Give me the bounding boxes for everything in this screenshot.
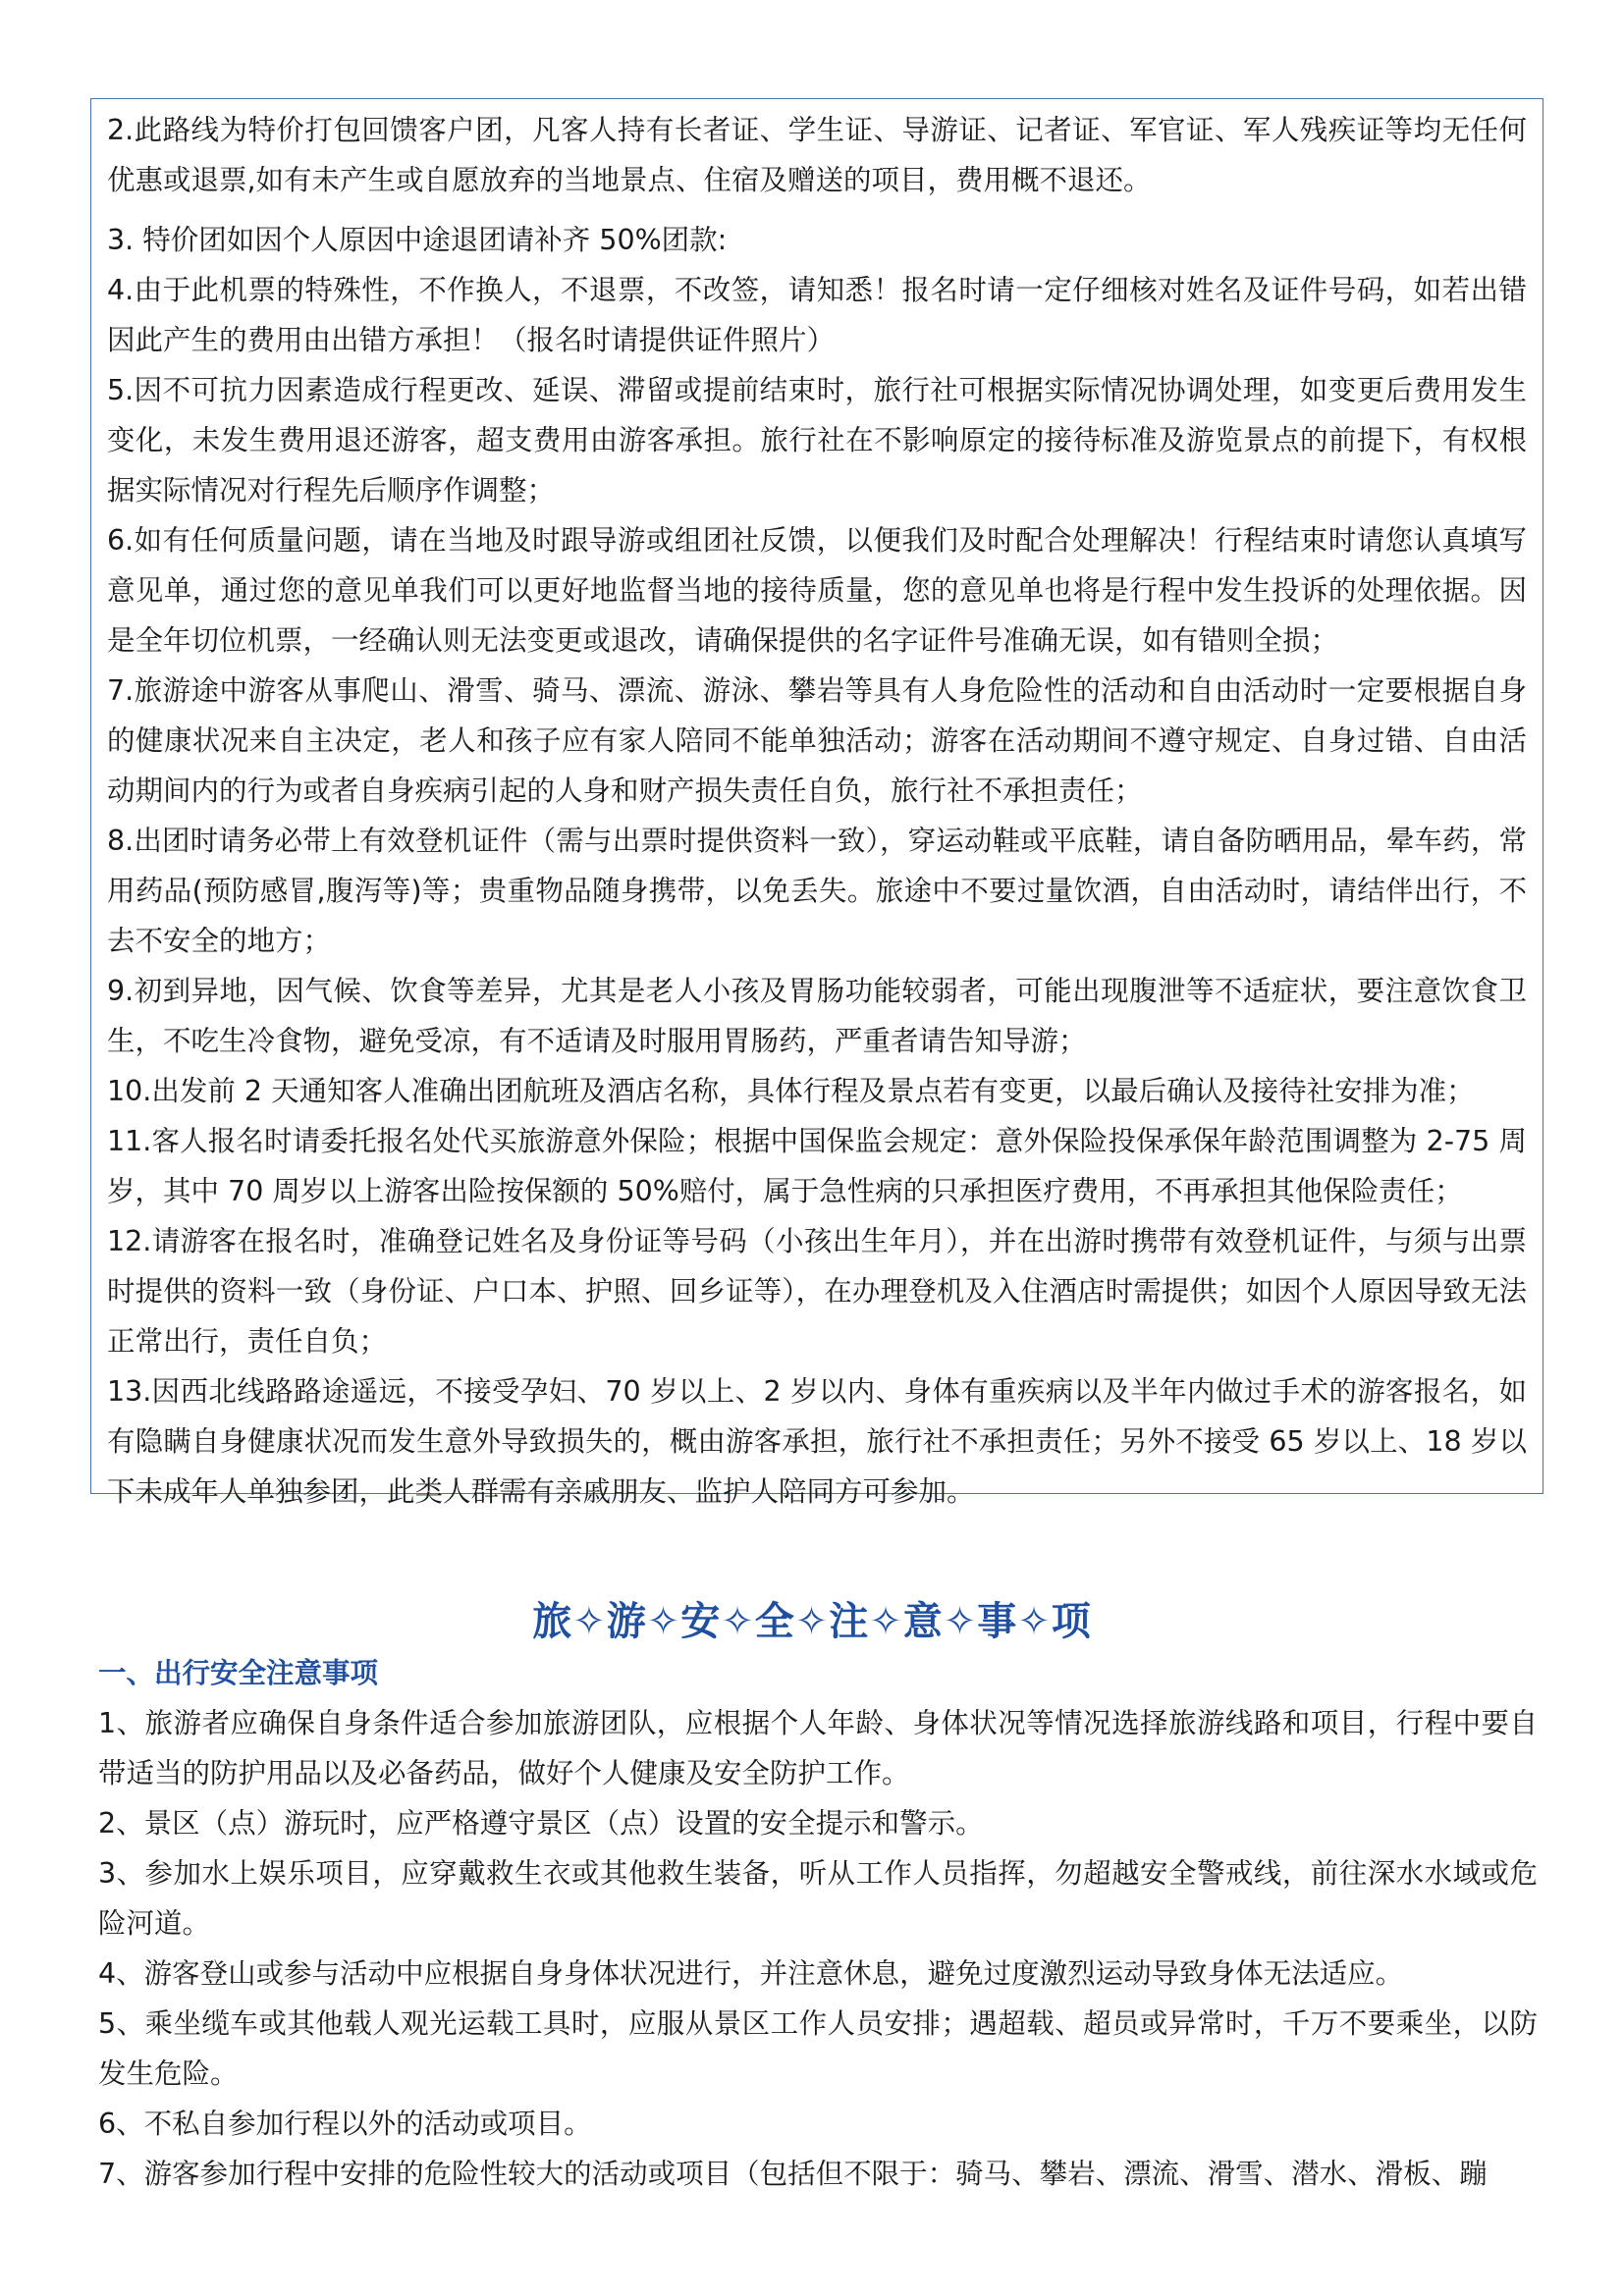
note-item-2: 2.此路线为特价打包回馈客户团，凡客人持有长者证、学生证、导游证、记者证、军官证、军人残疾证等均无任何优惠或退票,如有未产生或自愿放弃的当地景点、住宿及赠送的项目，费用概不退还。: [107, 114, 1527, 196]
note-item-8: 8.出团时请务必带上有效登机证件（需与出票时提供资料一致），穿运动鞋或平底鞋，请自备防晒用品，晕车药，常用药品(预防感冒,腹泻等)等；贵重物品随身携带，以免丢失。旅途中不要过量饮酒，自由活动时，请结伴出行，不去不安全的地方；: [107, 825, 1527, 957]
safety-item-5: 5、乘坐缆车或其他载人观光运载工具时，应服从景区工作人员安排；遇超载、超员或异常时，千万不要乘坐，以防发生危险。: [98, 2007, 1538, 2090]
safety-item-3: 3、参加水上娱乐项目，应穿戴救生衣或其他救生装备，听从工作人员指挥，勿超越安全警戒线，前往深水水域或危险河道。: [98, 1857, 1538, 1940]
note-item-9: 9.初到异地，因气候、饮食等差异，尤其是老人小孩及胃肠功能较弱者，可能出现腹泄等不适症状，要注意饮食卫生，不吃生冷食物，避免受凉，有不适请及时服用胃肠药，严重者请告知导游；: [107, 975, 1527, 1057]
section-heading-travel-safety: 一、出行安全注意事项: [98, 1657, 379, 1689]
safety-item-1: 1、旅游者应确保自身条件适合参加旅游团队，应根据个人年龄、身体状况等情况选择旅游线路和项目，行程中要自带适当的防护用品以及必备药品，做好个人健康及安全防护工作。: [98, 1707, 1538, 1789]
note-item-5: 5.因不可抗力因素造成行程更改、延误、滞留或提前结束时，旅行社可根据实际情况协调处理，如变更后费用发生变化，未发生费用退还游客，超支费用由游客承担。旅行社在不影响原定的接待标准及游览景点的前提下，有权根据实际情况对行程先后顺序作调整；: [107, 374, 1527, 507]
safety-item-6: 6、不私自参加行程以外的活动或项目。: [98, 2108, 592, 2140]
safety-list: [98, 1698, 1538, 2199]
note-item-13: 13.因西北线路路途遥远，不接受孕妇、70 岁以上、2 岁以内、身体有重疾病以及半年内做过手术的游客报名，如有隐瞒自身健康状况而发生意外导致损失的，概由游客承担，旅行社不承担责任；另外不接受 65 岁以上、18 岁以下未成年人单独参团，此类人群需有亲戚朋友、监护人陪同方可参加。: [107, 1375, 1527, 1508]
note-item-3: 3. 特价团如因个人原因中途退团请补齐 50%团款:: [107, 224, 728, 256]
safety-item-7: 7、游客参加行程中安排的危险性较大的活动或项目（包括但不限于：骑马、攀岩、漂流、滑雪、潜水、滑板、蹦: [98, 2158, 1488, 2190]
note-item-12: 12.请游客在报名时，准确登记姓名及身份证等号码（小孩出生年月），并在出游时携带有效登机证件，与须与出票时提供的资料一致（身份证、户口本、护照、回乡证等），在办理登机及入住酒店时需提供；如因个人原因导致无法正常出行，责任自负；: [107, 1225, 1527, 1358]
travel-notes-box: [90, 98, 1543, 1508]
note-item-10: 10.出发前 2 天通知客人准确出团航班及酒店名称，具体行程及景点若有变更，以最后确认及接待社安排为准；: [107, 1075, 1475, 1107]
safety-item-4: 4、游客登山或参与活动中应根据自身身体状况进行，并注意休息，避免过度激烈运动导致身体无法适应。: [98, 1957, 1404, 1990]
safety-title: 旅✧游✧安✧全✧注✧意✧事✧项: [532, 1599, 1092, 1644]
note-item-6: 6.如有任何质量问题，请在当地及时跟导游或组团社反馈，以便我们及时配合处理解决！行程结束时请您认真填写意见单，通过您的意见单我们可以更好地监督当地的接待质量，您的意见单也将是行程中发生投诉的处理依据。因是全年切位机票，一经确认则无法变更或退改，请确保提供的名字证件号准确无误，如有错则全损；: [107, 524, 1527, 657]
safety-item-2: 2、景区（点）游玩时，应严格遵守景区（点）设置的安全提示和警示。: [98, 1807, 984, 1840]
note-item-11: 11.客人报名时请委托报名处代买旅游意外保险；根据中国保监会规定：意外保险投保承保年龄范围调整为 2-75 周岁，其中 70 周岁以上游客出险按保额的 50%赔付，属于急性病的只承担医疗费用，不再承担其他保险责任；: [107, 1125, 1527, 1207]
note-item-4: 4.由于此机票的特殊性，不作换人，不退票，不改签，请知悉！报名时请一定仔细核对姓名及证件号码，如若出错因此产生的费用由出错方承担！（报名时请提供证件照片）: [107, 274, 1527, 356]
note-item-7: 7.旅游途中游客从事爬山、滑雪、骑马、漂流、游泳、攀岩等具有人身危险性的活动和自由活动时一定要根据自身的健康状况来自主决定，老人和孩子应有家人陪同不能单独活动；游客在活动期间不遵守规定、自身过错、自由活动期间内的行为或者自身疾病引起的人身和财产损失责任自负，旅行社不承担责任；: [107, 674, 1527, 807]
